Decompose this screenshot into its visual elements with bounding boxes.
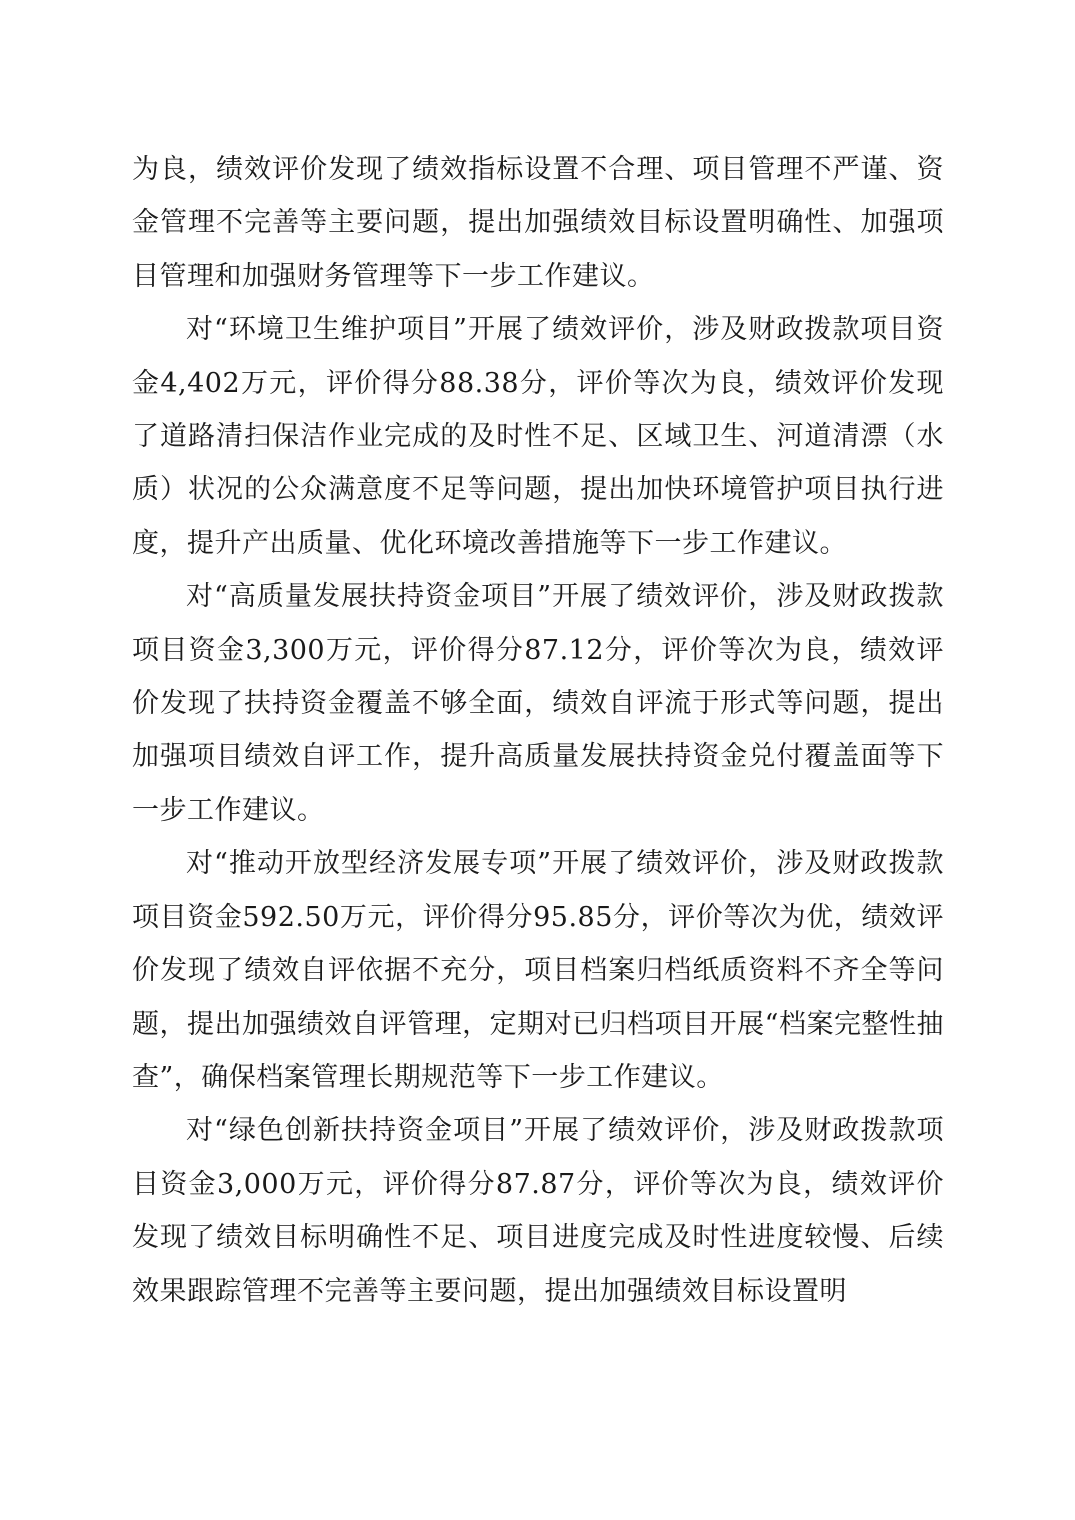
document-body (132, 143, 944, 1318)
paragraph-environment-hygiene: 对“环境卫生维护项目”开展了绩效评价，涉及财政拨款项目资金4,402万元，评价得分88.38分，评价等次为良，绩效评价发现了道路清扫保洁作业完成的及时性不足、区域卫生、河道清漂（水质）状况的公众满意度不足等问题，提出加快环境管护项目执行进度，提升产出质量、优化环境改善措施等下一步工作建议。 (132, 314, 944, 559)
paragraph-green-innovation: 对“绿色创新扶持资金项目”开展了绩效评价，涉及财政拨款项目资金3,000万元，评价得分87.87分，评价等次为良，绩效评价发现了绩效目标明确性不足、项目进度完成及时性进度较慢、后续效果跟踪管理不完善等主要问题，提出加强绩效目标设置明 (132, 1115, 944, 1307)
paragraph-open-economy: 对“推动开放型经济发展专项”开展了绩效评价，涉及财政拨款项目资金592.50万元，评价得分95.85分，评价等次为优，绩效评价发现了绩效自评依据不充分，项目档案归档纸质资料不齐全等问题，提出加强绩效自评管理，定期对已归档项目开展“档案完整性抽查”，确保档案管理长期规范等下一步工作建议。 (132, 848, 944, 1093)
paragraph-high-quality-development: 对“高质量发展扶持资金项目”开展了绩效评价，涉及财政拨款项目资金3,300万元，评价得分87.12分，评价等次为良，绩效评价发现了扶持资金覆盖不够全面，绩效自评流于形式等问题，提出加强项目绩效自评工作，提升高质量发展扶持资金兑付覆盖面等下一步工作建议。 (132, 581, 944, 826)
paragraph-continuation: 为良，绩效评价发现了绩效指标设置不合理、项目管理不严谨、资金管理不完善等主要问题，提出加强绩效目标设置明确性、加强项目管理和加强财务管理等下一步工作建议。 (132, 154, 944, 292)
